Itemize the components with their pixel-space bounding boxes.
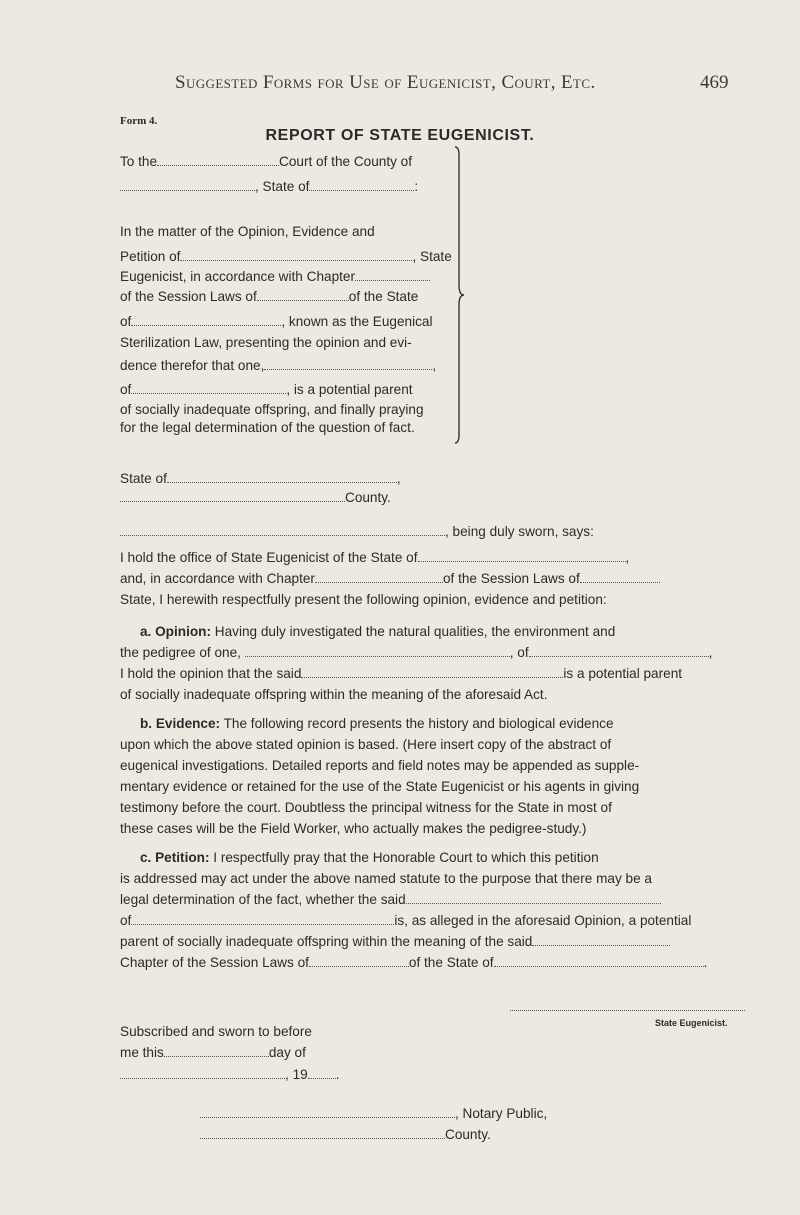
caption-text: , known as the Eugenical: [281, 314, 433, 329]
running-head: Suggested Forms for Use of Eugenicist, Court, Etc.: [175, 72, 596, 93]
blank-field[interactable]: [418, 551, 626, 562]
body-text: , being duly sworn, says:: [445, 524, 594, 539]
section-label-opinion: a. Opinion:: [140, 624, 211, 639]
caption-line-1: [120, 155, 412, 169]
venue-state: [120, 472, 401, 486]
blank-field[interactable]: [120, 1068, 285, 1079]
caption-line-7: [120, 315, 432, 329]
blank-field[interactable]: [120, 525, 445, 536]
petition-line-2: is addressed may act under the above named statute to the purpose that there may be a: [120, 871, 652, 886]
blank-field[interactable]: [180, 250, 412, 261]
blank-field[interactable]: [301, 667, 563, 678]
body-text: .: [703, 955, 708, 970]
blank-field[interactable]: [131, 315, 281, 326]
blank-field[interactable]: [164, 1046, 269, 1057]
body-text: I hold the opinion that the said: [120, 666, 302, 681]
caption-line-8: Sterilization Law, presenting the opinion and evi-: [120, 335, 412, 350]
petition-line-4: [120, 914, 691, 928]
opinion-line-2: [120, 646, 712, 660]
evidence-line-6: these cases will be the Field Worker, who actually makes the pedigree-study.): [120, 821, 587, 836]
opinion-line-4: of socially inadequate offspring within the meaning of the aforesaid Act.: [120, 687, 548, 702]
venue-label: County.: [345, 490, 391, 505]
caption-text: of the State: [348, 289, 419, 304]
body-text: the pedigree of one,: [120, 645, 241, 660]
caption-line-12: for the legal determination of the question of fact.: [120, 420, 415, 435]
caption-line-2: [120, 180, 418, 194]
body-line-p1c: State, I herewith respectfully present the following opinion, evidence and petition:: [120, 592, 607, 607]
caption-line-3: In the matter of the Opinion, Evidence and: [120, 224, 375, 239]
caption-line-6: [120, 290, 418, 304]
caption-text: , is a potential parent: [286, 382, 413, 397]
caption-text: of: [120, 382, 132, 397]
jurat-text: me this: [120, 1045, 164, 1060]
jurat-text: 19: [292, 1067, 308, 1082]
petition-line-3: [120, 893, 661, 907]
jurat-line-3: [120, 1068, 339, 1082]
jurat-text: , Notary Public,: [455, 1106, 548, 1121]
petition-line-1: [140, 851, 599, 865]
blank-field[interactable]: [264, 359, 432, 370]
blank-field[interactable]: [355, 270, 430, 281]
body-text: , of: [509, 645, 529, 660]
blank-field[interactable]: [494, 956, 704, 967]
blank-field[interactable]: [315, 572, 443, 583]
body-text: ,: [625, 550, 630, 565]
blank-field[interactable]: [406, 893, 661, 904]
caption-line-4: [120, 250, 452, 264]
section-label-evidence: b. Evidence:: [140, 716, 221, 731]
caption-line-5: [120, 270, 430, 284]
venue-label: State of: [120, 471, 167, 486]
blank-field[interactable]: [309, 180, 414, 191]
evidence-line-2: upon which the above stated opinion is based. (Here insert copy of the abstract of: [120, 737, 612, 752]
caption-line-9: [120, 359, 436, 373]
evidence-line-3: eugenical investigations. Detailed reports and field notes may be appended as supple-: [120, 758, 640, 773]
form-number: Form 4.: [120, 115, 158, 127]
evidence-line-5: testimony before the court. Doubtless the principal witness for the State in most of: [120, 800, 612, 815]
form-title: REPORT OF STATE EUGENICIST.: [265, 127, 535, 144]
blank-field[interactable]: [120, 491, 345, 502]
opinion-line-3: [120, 667, 682, 681]
body-text: of the State of: [408, 955, 494, 970]
jurat-text: ,: [285, 1067, 289, 1082]
blank-field[interactable]: [308, 1068, 336, 1079]
blank-field[interactable]: [245, 646, 510, 657]
evidence-line-1: [140, 717, 614, 731]
body-text: Chapter of the Session Laws of: [120, 955, 309, 970]
petition-line-6: [120, 956, 707, 970]
blank-field[interactable]: [131, 383, 286, 394]
jurat-text: County.: [445, 1127, 491, 1142]
caption-text: of: [120, 314, 132, 329]
jurat-line-2: [120, 1046, 306, 1060]
notary-line: [200, 1107, 547, 1121]
body-text: and, in accordance with Chapter: [120, 571, 315, 586]
caption-text: , State: [412, 249, 452, 264]
caption-line-10: [120, 383, 413, 397]
jurat-line-1: Subscribed and sworn to before: [120, 1024, 312, 1039]
blank-field[interactable]: [167, 472, 397, 483]
body-text: of: [120, 913, 132, 928]
petition-line-5: [120, 935, 670, 949]
caption-text: dence therefor that one,: [120, 358, 265, 373]
blank-field[interactable]: [529, 646, 709, 657]
notary-county-line: [200, 1128, 491, 1142]
caption-text: Eugenicist, in accordance with Chapter: [120, 269, 355, 284]
blank-field[interactable]: [157, 155, 279, 166]
blank-field[interactable]: [309, 956, 409, 967]
body-line-p1a: [120, 551, 629, 565]
body-text: of the Session Laws of: [442, 571, 580, 586]
caption-text: Court of the County of: [279, 154, 413, 169]
blank-field[interactable]: [257, 290, 349, 301]
body-text: Having duly investigated the natural qualities, the environment and: [214, 624, 616, 639]
caption-text: ,: [432, 358, 437, 373]
venue-county: [120, 491, 391, 505]
evidence-line-4: mentary evidence or retained for the use of the State Eugenicist or his agents in giving: [120, 779, 640, 794]
blank-field[interactable]: [200, 1107, 455, 1118]
body-text: I hold the office of State Eugenicist of the State of: [120, 550, 418, 565]
venue-punct: ,: [396, 471, 401, 486]
body-text: legal determination of the fact, whether the said: [120, 892, 406, 907]
blank-field[interactable]: [532, 935, 670, 946]
section-label-petition: c. Petition:: [140, 850, 210, 865]
body-text: The following record presents the history and biological evidence: [223, 716, 614, 731]
body-text: I respectfully pray that the Honorable Court to which this petition: [213, 850, 599, 865]
body-text: is a potential parent: [563, 666, 683, 681]
caption-text: :: [414, 179, 419, 194]
jurat-text: .: [335, 1067, 340, 1082]
sworn-line: [120, 525, 594, 539]
page-number: 469: [700, 72, 729, 93]
body-text: ,: [708, 645, 713, 660]
caption-text: To the: [120, 154, 158, 169]
opinion-line-1: [140, 625, 615, 639]
jurat-text: day of: [268, 1045, 306, 1060]
signature-line[interactable]: [510, 1010, 745, 1011]
signature-label: State Eugenicist.: [655, 1018, 728, 1028]
blank-field[interactable]: [200, 1128, 445, 1139]
caption-text: , State of: [255, 179, 310, 194]
blank-field[interactable]: [131, 914, 394, 925]
blank-field[interactable]: [580, 572, 660, 583]
caption-brace: [453, 145, 465, 445]
caption-line-11: of socially inadequate offspring, and finally praying: [120, 402, 424, 417]
blank-field[interactable]: [120, 180, 255, 191]
body-text: is, as alleged in the aforesaid Opinion, a potential: [394, 913, 692, 928]
caption-text: of the Session Laws of: [120, 289, 257, 304]
caption-text: Petition of: [120, 249, 181, 264]
body-line-p1b: [120, 572, 660, 586]
body-text: parent of socially inadequate offspring within the meaning of the said: [120, 934, 533, 949]
